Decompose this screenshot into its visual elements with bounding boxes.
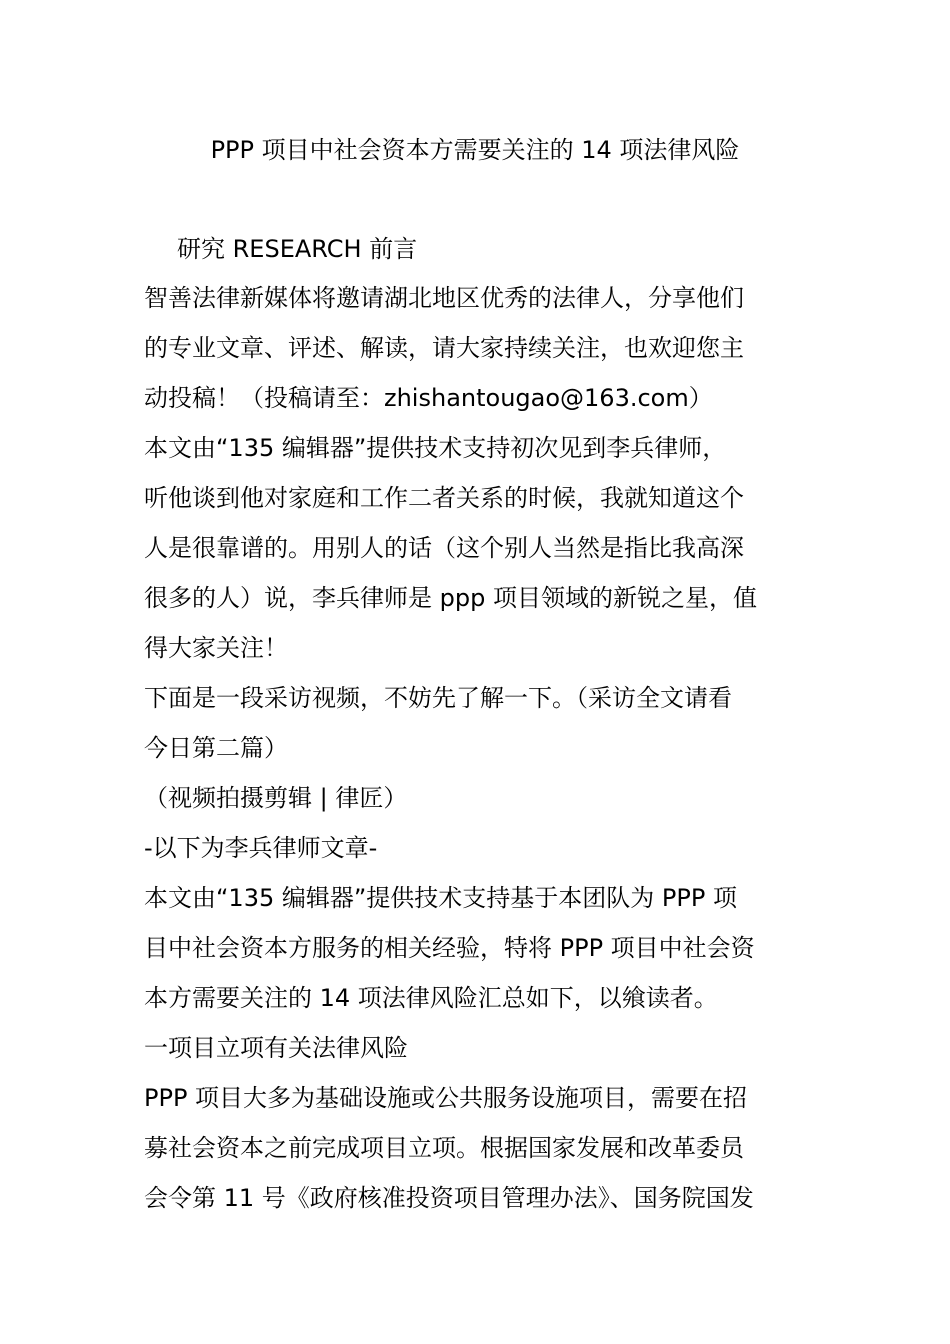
body-line: 听他谈到他对家庭和工作二者关系的时候，我就知道这个	[144, 484, 744, 512]
body-line: 人是很靠谱的。用别人的话（这个别人当然是指比我高深	[144, 534, 744, 562]
body-line: 本方需要关注的 14 项法律风险汇总如下，以飨读者。	[144, 984, 718, 1012]
body-line: 一项目立项有关法律风险	[144, 1034, 408, 1062]
body-line: 本文由“135 编辑器”提供技术支持基于本团队为 PPP 项	[144, 884, 737, 912]
document-title: PPP 项目中社会资本方需要关注的 14 项法律风险	[210, 136, 740, 164]
body-line: 募社会资本之前完成项目立项。根据国家发展和改革委员	[144, 1134, 744, 1162]
document-body	[144, 280, 824, 1230]
body-line: 得大家关注！	[144, 634, 288, 662]
body-line: 很多的人）说，李兵律师是 ppp 项目领域的新锐之星，值	[144, 584, 757, 612]
body-line: 动投稿！（投稿请至：zhishantougao@163.com）	[144, 384, 713, 412]
body-line: -以下为李兵律师文章-	[144, 834, 378, 862]
body-line: 本文由“135 编辑器”提供技术支持初次见到李兵律师，	[144, 434, 727, 462]
body-line: 目中社会资本方服务的相关经验，特将 PPP 项目中社会资	[144, 934, 755, 962]
body-line: 会令第 11 号《政府核准投资项目管理办法》、国务院国发	[144, 1184, 754, 1212]
body-line: 智善法律新媒体将邀请湖北地区优秀的法律人，分享他们	[144, 284, 744, 312]
body-line: 下面是一段采访视频，不妨先了解一下。（采访全文请看	[144, 684, 732, 712]
body-line: （视频拍摄剪辑 | 律匠）	[144, 784, 408, 812]
body-line: 的专业文章、评述、解读，请大家持续关注，也欢迎您主	[144, 334, 744, 362]
section-heading: 研究 RESEARCH 前言	[177, 235, 418, 263]
body-line: 今日第二篇）	[144, 734, 288, 762]
body-line: PPP 项目大多为基础设施或公共服务设施项目，需要在招	[144, 1084, 748, 1112]
